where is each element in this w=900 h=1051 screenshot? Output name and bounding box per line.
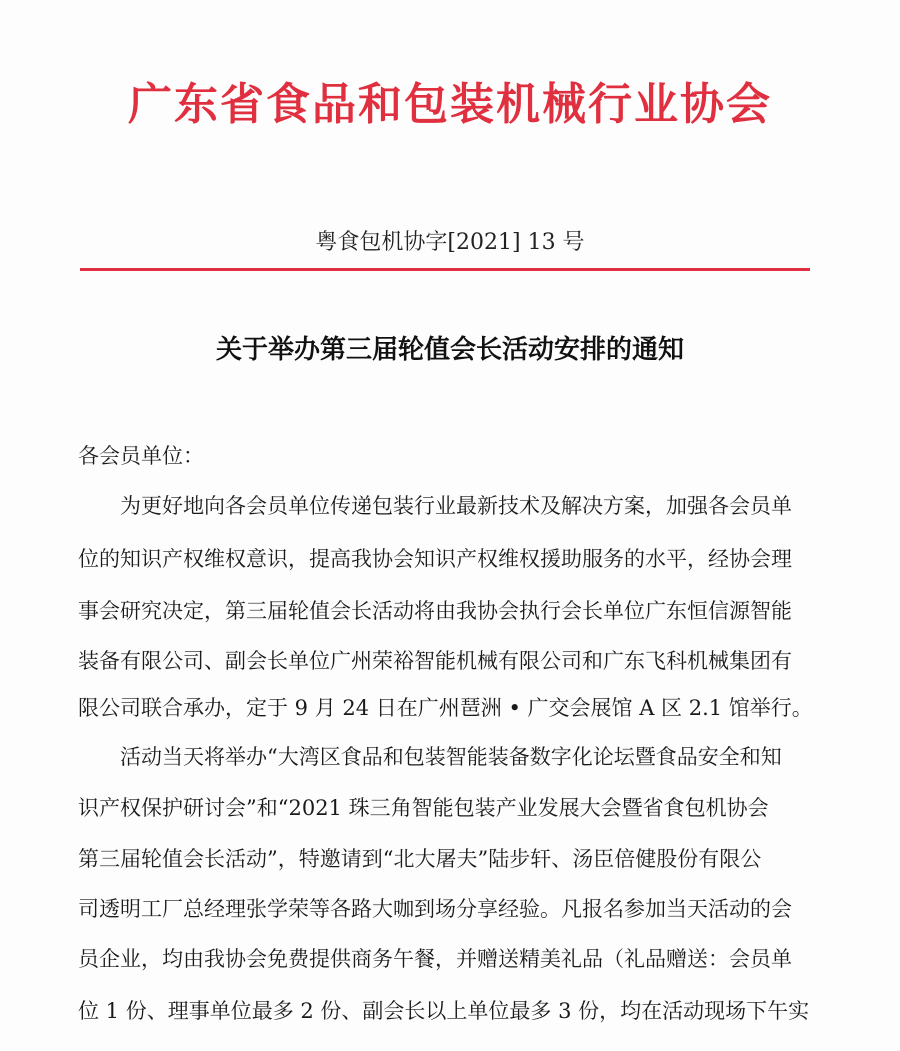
document-title: 关于举办第三届轮值会长活动安排的通知 (215, 335, 684, 365)
paragraph-1-line: 限公司联合承办，定于 9 月 24 日在广州琶洲 • 广交会展馆 A 区 2.1 馆举行。 (78, 696, 813, 720)
paragraph-2-line: 位 1 份、理事单位最多 2 份、副会长以上单位最多 3 份，均在活动现场下午实 (78, 999, 810, 1023)
paragraph-2-line: 员企业，均由我协会免费提供商务午餐，并赠送精美礼品（礼品赠送：会员单 (78, 947, 792, 971)
paragraph-1-line: 位的知识产权维权意识，提高我协会知识产权维权援助服务的水平，经协会理 (78, 547, 792, 571)
salutation: 各会员单位： (78, 444, 204, 468)
paragraph-2-line: 司透明工厂总经理张学荣等各路大咖到场分享经验。凡报名参加当天活动的会 (78, 897, 792, 921)
paragraph-2-line: 第三届轮值会长活动”，特邀请到“北大屠夫”陆步轩、汤臣倍健股份有限公 (78, 847, 762, 871)
paragraph-2-line: 识产权保护研讨会”和“2021 珠三角智能包装产业发展大会暨省食包机协会 (78, 796, 769, 820)
paragraph-1-line: 为更好地向各会员单位传递包装行业最新技术及解决方案，加强各会员单 (120, 494, 792, 518)
paragraph-1-line: 装备有限公司、副会长单位广州荣裕智能机械有限公司和广东飞科机械集团有 (78, 649, 792, 673)
paragraph-2-line: 活动当天将举办“大湾区食品和包装智能装备数字化论坛暨食品安全和知 (120, 745, 782, 769)
header-divider (80, 268, 810, 271)
document-number: 粤食包机协字[2021] 13 号 (315, 230, 585, 255)
organization-header: 广东省食品和包装机械行业协会 (128, 79, 772, 130)
paragraph-1-line: 事会研究决定，第三届轮值会长活动将由我协会执行会长单位广东恒信源智能 (78, 599, 792, 623)
